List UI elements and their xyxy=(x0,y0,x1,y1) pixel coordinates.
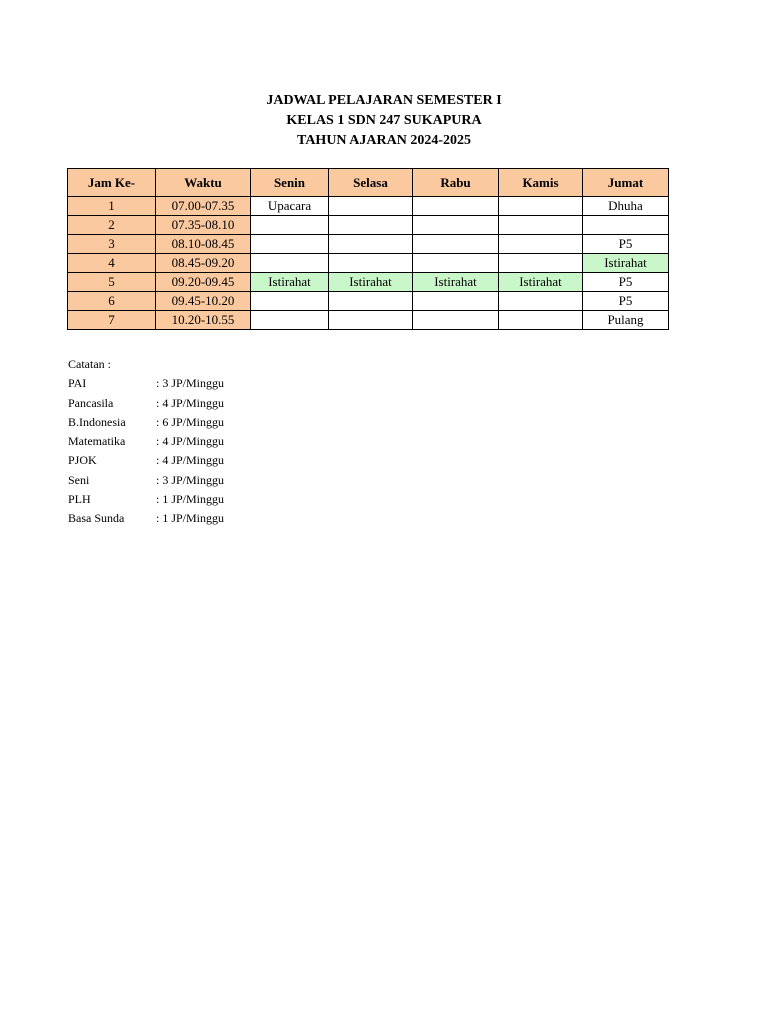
cell-senin xyxy=(251,292,329,311)
note-hours: : 4 JP/Minggu xyxy=(156,453,225,468)
note-hours: : 1 JP/Minggu xyxy=(156,492,225,507)
note-subject: Matematika xyxy=(68,434,126,449)
cell-waktu: 08.45-09.20 xyxy=(156,254,251,273)
cell-kamis xyxy=(499,254,583,273)
cell-jam: 1 xyxy=(68,197,156,216)
header-selasa: Selasa xyxy=(329,169,413,197)
note-subject: Basa Sunda xyxy=(68,511,125,526)
table-row xyxy=(68,273,669,292)
note-hours: : 3 JP/Minggu xyxy=(156,376,225,391)
cell-senin: Upacara xyxy=(251,197,329,216)
cell-selasa xyxy=(329,254,413,273)
title-line-1: JADWAL PELAJARAN SEMESTER I xyxy=(266,93,502,108)
cell-selasa xyxy=(329,311,413,330)
cell-rabu xyxy=(413,197,499,216)
header-row xyxy=(68,169,669,197)
list-item xyxy=(68,432,224,451)
cell-jumat: P5 xyxy=(583,235,669,254)
header-jam: Jam Ke- xyxy=(68,169,156,197)
cell-jam: 4 xyxy=(68,254,156,273)
cell-jumat: P5 xyxy=(583,292,669,311)
cell-kamis xyxy=(499,216,583,235)
cell-jumat: Pulang xyxy=(583,311,669,330)
cell-waktu: 09.20-09.45 xyxy=(156,273,251,292)
list-item xyxy=(68,451,224,470)
header-waktu: Waktu xyxy=(156,169,251,197)
cell-senin xyxy=(251,254,329,273)
cell-selasa xyxy=(329,292,413,311)
header-jumat: Jumat xyxy=(583,169,669,197)
cell-waktu: 09.45-10.20 xyxy=(156,292,251,311)
cell-senin-break: Istirahat xyxy=(251,273,329,292)
cell-waktu: 08.10-08.45 xyxy=(156,235,251,254)
table-row xyxy=(68,216,669,235)
header-rabu: Rabu xyxy=(413,169,499,197)
title-line-3: TAHUN AJARAN 2024-2025 xyxy=(297,133,471,148)
cell-jam: 6 xyxy=(68,292,156,311)
list-item xyxy=(68,394,224,413)
note-hours: : 1 JP/Minggu xyxy=(156,511,225,526)
title-line-2: KELAS 1 SDN 247 SUKAPURA xyxy=(286,113,482,128)
cell-jumat: P5 xyxy=(583,273,669,292)
cell-kamis xyxy=(499,292,583,311)
cell-rabu xyxy=(413,216,499,235)
cell-kamis-break: Istirahat xyxy=(499,273,583,292)
cell-selasa-break: Istirahat xyxy=(329,273,413,292)
table-row xyxy=(68,311,669,330)
cell-rabu xyxy=(413,311,499,330)
cell-senin xyxy=(251,311,329,330)
note-subject: B.Indonesia xyxy=(68,414,126,429)
table-row xyxy=(68,235,669,254)
table-row xyxy=(68,197,669,216)
note-hours: : 4 JP/Minggu xyxy=(156,434,225,449)
cell-waktu: 07.00-07.35 xyxy=(156,197,251,216)
note-subject: PLH xyxy=(68,492,91,507)
note-subject: PJOK xyxy=(68,453,97,468)
note-hours: : 3 JP/Minggu xyxy=(156,472,225,487)
cell-jam: 7 xyxy=(68,311,156,330)
cell-rabu xyxy=(413,254,499,273)
note-hours: : 4 JP/Minggu xyxy=(156,395,225,410)
cell-kamis xyxy=(499,235,583,254)
cell-selasa xyxy=(329,216,413,235)
document-title xyxy=(0,91,768,151)
table-row xyxy=(68,254,669,273)
cell-senin xyxy=(251,216,329,235)
note-subject: Seni xyxy=(68,472,90,487)
note-subject: Pancasila xyxy=(68,395,114,410)
note-subject: PAI xyxy=(68,376,87,391)
list-item xyxy=(68,509,224,528)
list-item xyxy=(68,471,224,490)
cell-selasa xyxy=(329,197,413,216)
cell-rabu xyxy=(413,292,499,311)
list-item xyxy=(68,490,224,509)
cell-jam: 3 xyxy=(68,235,156,254)
notes-heading: Catatan : xyxy=(68,357,111,371)
list-item xyxy=(68,374,224,393)
cell-senin xyxy=(251,235,329,254)
cell-jumat: Dhuha xyxy=(583,197,669,216)
table-row xyxy=(68,292,669,311)
cell-rabu xyxy=(413,235,499,254)
schedule-table xyxy=(67,168,669,330)
list-item xyxy=(68,413,224,432)
cell-waktu: 10.20-10.55 xyxy=(156,311,251,330)
note-hours: : 6 JP/Minggu xyxy=(156,414,225,429)
cell-jam: 2 xyxy=(68,216,156,235)
header-senin: Senin xyxy=(251,169,329,197)
cell-waktu: 07.35-08.10 xyxy=(156,216,251,235)
cell-kamis xyxy=(499,311,583,330)
cell-selasa xyxy=(329,235,413,254)
notes-section xyxy=(68,355,224,529)
cell-jumat-break: Istirahat xyxy=(583,254,669,273)
header-kamis: Kamis xyxy=(499,169,583,197)
cell-rabu-break: Istirahat xyxy=(413,273,499,292)
cell-kamis xyxy=(499,197,583,216)
cell-jumat xyxy=(583,216,669,235)
cell-jam: 5 xyxy=(68,273,156,292)
